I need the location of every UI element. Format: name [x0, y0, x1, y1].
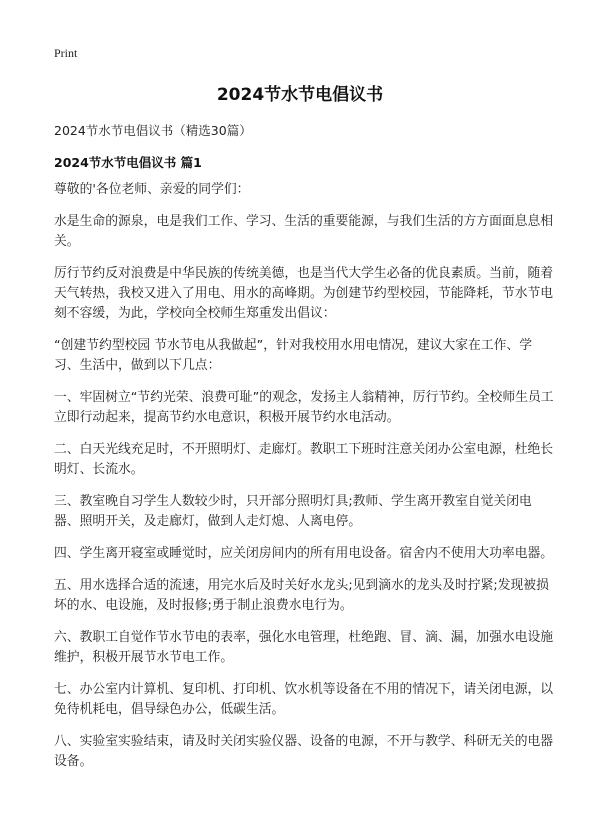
- body-paragraph: 八、实验室实验结束，请及时关闭实验仪器、设备的电源，不开与教学、科研无关的电器设备。: [54, 734, 554, 769]
- body-paragraph: 一、牢固树立“节约光荣、浪费可耻”的观念，发扬主人翁精神，厉行节约。全校师生员工立即行动起来，提高节约水电意识，积极开展节约水电活动。: [54, 390, 554, 425]
- document-title: 2024节水节电倡议书: [216, 85, 384, 105]
- body-paragraph: “创建节约型校园 节水节电从我做起”，针对我校用水用电情况，建议大家在工作、学习、生活中，做到以下几点：: [54, 338, 533, 373]
- document-body: [54, 180, 554, 784]
- body-paragraph: 厉行节约反对浪费是中华民族的传统美德，也是当代大学生必备的优良素质。当前，随着天气转热，我校又进入了用电、用水的高峰期。为创建节约型校园，节能降耗，节水节电刻不容缓，为此，学校向全校师生郑重发出倡议：: [54, 266, 554, 321]
- body-paragraph: 七、办公室内计算机、复印机、打印机、饮水机等设备在不用的情况下，请关闭电源，以免待机耗电，倡导绿色办公，低碳生活。: [54, 682, 554, 717]
- body-paragraph: 四、学生离开寝室或睡觉时，应关闭房间内的所有用电设备。宿舍内不使用大功率电器。: [54, 546, 554, 561]
- print-link[interactable]: Print: [54, 46, 78, 60]
- section-heading: 2024节水节电倡议书 篇1: [54, 155, 202, 170]
- salutation-paragraph: 尊敬的'各位老师、亲爱的同学们：: [54, 182, 250, 197]
- body-paragraph: 六、教职工自觉作节水节电的表率，强化水电管理，杜绝跑、冒、滴、漏，加强水电设施维护，积极开展节水节电工作。: [54, 630, 554, 665]
- body-paragraph: 五、用水选择合适的流速，用完水后及时关好水龙头;见到滴水的龙头及时拧紧;发现被损坏的水、电设施，及时报修;勇于制止浪费水电行为。: [54, 578, 549, 613]
- document-subtitle: 2024节水节电倡议书（精选30篇）: [54, 123, 252, 138]
- body-paragraph: 二、白天光线充足时，不开照明灯、走廊灯。教职工下班时注意关闭办公室电源，杜绝长明灯、长流水。: [54, 442, 554, 477]
- body-paragraph: 三、教室晚自习学生人数较少时，只开部分照明灯具;教师、学生离开教室自觉关闭电器、照明开关，及走廊灯，做到人走灯熄、人离电停。: [54, 494, 532, 529]
- body-paragraph: 水是生命的源泉，电是我们工作、学习、生活的重要能源，与我们生活的方方面面息息相关。: [54, 214, 554, 249]
